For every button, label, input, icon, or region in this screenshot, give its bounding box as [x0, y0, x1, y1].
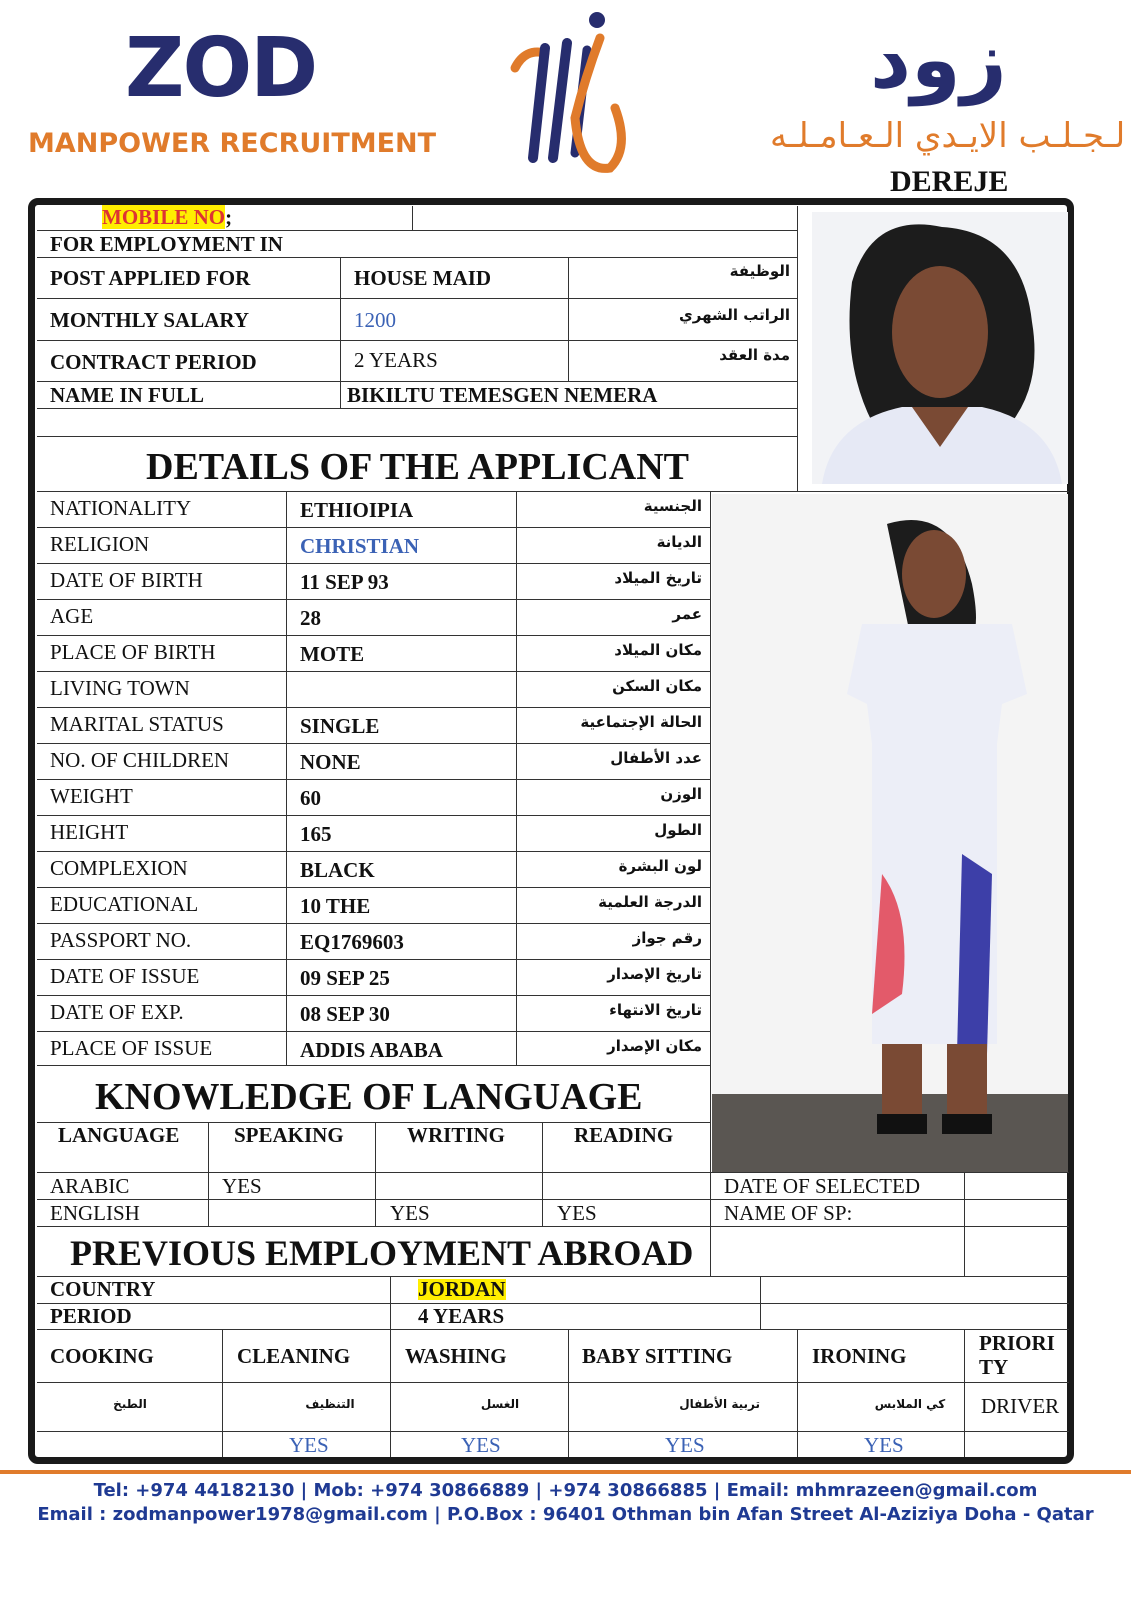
skill-cleaning-value: YES	[289, 1433, 329, 1457]
detail-label: NATIONALITY	[50, 496, 192, 520]
detail-arabic-label: مكان السكن	[612, 677, 702, 695]
detail-value: EQ1769603	[300, 930, 404, 954]
period-label: PERIOD	[50, 1304, 132, 1328]
detail-value: NONE	[300, 750, 361, 774]
previous-employment-title: PREVIOUS EMPLOYMENT ABROAD	[70, 1233, 694, 1273]
skill-washing-ar: الغسل	[480, 1397, 520, 1411]
applicant-fullbody-photo	[712, 494, 1068, 1172]
detail-label: WEIGHT	[50, 784, 133, 808]
lang-header-writing: WRITING	[407, 1123, 506, 1147]
agent-name: DEREJE	[890, 165, 1009, 198]
detail-label: COMPLEXION	[50, 856, 188, 880]
detail-arabic-label: رقم جواز	[632, 929, 702, 947]
date-selected-label: DATE OF SELECTED	[724, 1174, 920, 1198]
name-value: BIKILTU TEMESGEN NEMERA	[347, 383, 658, 407]
detail-value: 28	[300, 606, 321, 630]
detail-value: SINGLE	[300, 714, 380, 738]
detail-label: DATE OF EXP.	[50, 1000, 184, 1024]
skill-cooking-ar: الطبخ	[113, 1397, 147, 1411]
details-title: DETAILS OF THE APPLICANT	[146, 446, 690, 488]
name-label: NAME IN FULL	[50, 383, 205, 407]
skill-ironing-ar: كي الملابس	[874, 1397, 946, 1411]
detail-arabic-label: الديانة	[656, 533, 702, 551]
employment-label: FOR EMPLOYMENT IN	[50, 232, 283, 256]
post-value: HOUSE MAID	[354, 266, 492, 290]
detail-arabic-label: الجنسية	[643, 497, 702, 515]
skill-ironing-header: IRONING	[812, 1344, 907, 1368]
company-logo-icon	[505, 8, 635, 178]
contract-ar: مدة العقد	[719, 346, 790, 364]
detail-value: 10 THE	[300, 894, 371, 918]
brand-arabic-text: زود	[870, 13, 1007, 106]
detail-value: 165	[300, 822, 332, 846]
detail-value: 60	[300, 786, 321, 810]
name-sp-label: NAME OF SP:	[724, 1201, 853, 1225]
skill-babysitting-ar: تربية الأطفال	[679, 1397, 760, 1411]
skill-ironing-value: YES	[864, 1433, 904, 1457]
lang-english-reading: YES	[557, 1201, 597, 1225]
detail-arabic-label: تاريخ الميلاد	[614, 569, 702, 587]
detail-value: 08 SEP 30	[300, 1002, 390, 1026]
detail-label: PLACE OF ISSUE	[50, 1036, 213, 1060]
detail-label: HEIGHT	[50, 820, 129, 844]
priority-header-1: PRIORI	[979, 1331, 1055, 1355]
detail-label: PASSPORT NO.	[50, 928, 192, 952]
priority-header-2: TY	[979, 1355, 1009, 1379]
priority-value: DRIVER	[981, 1394, 1060, 1418]
detail-label: RELIGION	[50, 532, 150, 556]
detail-label: EDUCATIONAL	[50, 892, 199, 916]
detail-value: 11 SEP 93	[300, 570, 389, 594]
salary-ar: الراتب الشهري	[679, 306, 790, 324]
brand-arabic-subtitle: لـجـلـب الايـدي الـعـامـلـه	[770, 116, 1126, 156]
lang-header-language: LANGUAGE	[58, 1123, 180, 1147]
detail-label: PLACE OF BIRTH	[50, 640, 216, 664]
detail-label: DATE OF BIRTH	[50, 568, 203, 592]
lang-header-reading: READING	[574, 1123, 674, 1147]
detail-arabic-label: تاريخ الانتهاء	[609, 1001, 702, 1019]
detail-value: BLACK	[300, 858, 375, 882]
lang-arabic-speaking: YES	[222, 1174, 262, 1198]
detail-arabic-label: الحالة الإجتماعية	[580, 713, 702, 731]
detail-label: LIVING TOWN	[50, 676, 190, 700]
skill-washing-header: WASHING	[405, 1344, 507, 1368]
applicant-portrait-photo	[812, 212, 1068, 484]
brand-logo-text: ZOD	[125, 21, 317, 116]
detail-label: NO. OF CHILDREN	[50, 748, 230, 772]
detail-arabic-label: مكان الميلاد	[614, 641, 702, 659]
period-value: 4 YEARS	[418, 1304, 505, 1328]
detail-value: 09 SEP 25	[300, 966, 390, 990]
footer-address-line: Email : zodmanpower1978@gmail.com | P.O.Box : 96401 Othman bin Afan Street Al-Aziziya Doha - Qatar	[37, 1504, 1094, 1525]
lang-header-speaking: SPEAKING	[234, 1123, 344, 1147]
detail-value: ETHIOIPIA	[300, 498, 414, 522]
lang-arabic: ARABIC	[50, 1174, 130, 1198]
lang-english: ENGLISH	[50, 1201, 140, 1225]
contract-label: CONTRACT PERIOD	[50, 350, 257, 374]
detail-arabic-label: لون البشرة	[618, 857, 702, 875]
detail-arabic-label: الطول	[654, 821, 702, 839]
skill-babysitting-header: BABY SITTING	[582, 1344, 733, 1368]
mobile-label: MOBILE NO;	[102, 205, 233, 229]
footer-contact-line: Tel: +974 44182130 | Mob: +974 30866889 | +974 30866885 | Email: mhmrazeen@gmail.com	[93, 1480, 1038, 1501]
detail-arabic-label: عدد الأطفال	[610, 749, 702, 767]
detail-arabic-label: مكان الإصدار	[607, 1037, 702, 1055]
skill-cleaning-header: CLEANING	[237, 1344, 351, 1368]
detail-value: MOTE	[300, 642, 365, 666]
detail-arabic-label: عمر	[672, 605, 702, 623]
detail-value: CHRISTIAN	[300, 534, 420, 558]
detail-label: AGE	[50, 604, 94, 628]
detail-label: DATE OF ISSUE	[50, 964, 200, 988]
detail-value: ADDIS ABABA	[300, 1038, 443, 1062]
post-label: POST APPLIED FOR	[50, 266, 251, 290]
country-value: JORDAN	[418, 1277, 506, 1301]
language-title: KNOWLEDGE OF LANGUAGE	[95, 1076, 643, 1118]
brand-subtitle: MANPOWER RECRUITMENT	[28, 128, 437, 159]
detail-arabic-label: تاريخ الإصدار	[607, 965, 702, 983]
skill-cooking-header: COOKING	[50, 1344, 154, 1368]
footer-divider	[0, 1470, 1131, 1474]
detail-arabic-label: الدرجة العلمية	[598, 893, 702, 911]
lang-english-writing: YES	[390, 1201, 430, 1225]
detail-label: MARITAL STATUS	[50, 712, 224, 736]
skill-babysitting-value: YES	[665, 1433, 705, 1457]
country-label: COUNTRY	[50, 1277, 156, 1301]
skill-washing-value: YES	[461, 1433, 501, 1457]
contract-value: 2 YEARS	[354, 348, 438, 372]
detail-arabic-label: الوزن	[660, 785, 702, 803]
post-ar: الوظيفة	[729, 262, 790, 280]
salary-value: 1200	[354, 308, 396, 332]
salary-label: MONTHLY SALARY	[50, 308, 249, 332]
skill-cleaning-ar: التنظيف	[305, 1397, 355, 1411]
